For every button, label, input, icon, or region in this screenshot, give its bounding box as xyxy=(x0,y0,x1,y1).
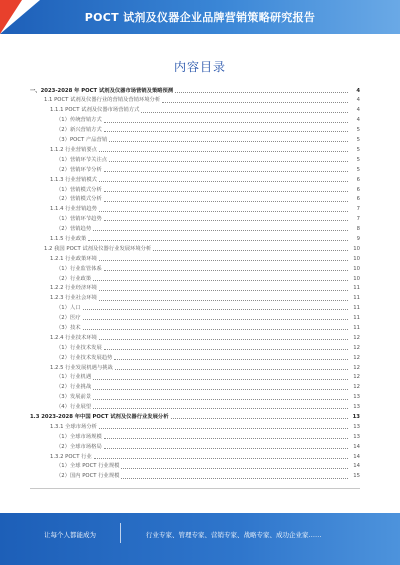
toc-entry-text: 1.3 2023-2028 年中国 POCT 试剂及仪器行业发展分析 xyxy=(30,413,169,420)
toc-heading: 内容目录 xyxy=(173,60,226,74)
toc-leader-dots xyxy=(115,369,348,370)
toc-entry-page: 7 xyxy=(356,216,360,223)
toc-entry[interactable] xyxy=(30,242,360,252)
toc-entry-page: 6 xyxy=(356,176,360,183)
toc-entry-text: （1）行业技术发展 xyxy=(56,344,102,351)
toc-entry[interactable] xyxy=(30,410,360,420)
toc-entry-text: （2）行业技术发展趋势 xyxy=(56,354,113,361)
toc-leader-dots xyxy=(114,359,348,360)
toc-entry-page: 13 xyxy=(352,413,360,420)
toc-entry-page: 13 xyxy=(353,394,360,401)
toc-leader-dots xyxy=(109,161,348,162)
toc-leader-dots xyxy=(93,280,348,281)
toc-leader-dots xyxy=(121,468,348,469)
report-footer-banner xyxy=(0,513,400,565)
toc-entry[interactable] xyxy=(30,321,360,331)
toc-entry-page: 10 xyxy=(353,245,360,252)
toc-entry-text: （1）行业机遇 xyxy=(56,374,92,381)
toc-leader-dots xyxy=(93,379,348,380)
toc-entry[interactable] xyxy=(30,143,360,153)
toc-entry-text: （2）国内 POCT 行业规模 xyxy=(56,473,120,480)
toc-entry[interactable] xyxy=(30,104,360,114)
toc-leader-dots xyxy=(99,181,348,182)
toc-entry-page: 14 xyxy=(353,463,360,470)
toc-entry-text: （1）营销环节关注点 xyxy=(56,156,108,163)
toc-entry-text: （3）发展前景 xyxy=(56,394,92,401)
toc-leader-dots xyxy=(141,112,348,113)
toc-entry-page: 6 xyxy=(356,186,360,193)
toc-entry-text: 1.1.2 行业营销要点 xyxy=(50,146,97,153)
toc-entry-page: 4 xyxy=(356,117,360,124)
toc-entry[interactable] xyxy=(30,302,360,312)
toc-entry-text: 1.3.2 POCT 行业 xyxy=(50,453,92,460)
toc-entry[interactable] xyxy=(30,440,360,450)
toc-entry-text: （2）营销环节分析 xyxy=(56,166,102,173)
toc-entry-page: 5 xyxy=(356,146,360,153)
toc-entry[interactable] xyxy=(30,124,360,134)
toc-entry-text: 1.1.1 POCT 试剂及仪器市场营销方式 xyxy=(50,107,140,114)
toc-entry-text: 1.1.3 行业营销模式 xyxy=(50,176,97,183)
toc-leader-dots xyxy=(104,448,348,449)
toc-entry-text: （2）行业政策 xyxy=(56,275,92,282)
toc-entry-page: 15 xyxy=(353,473,360,480)
toc-entry-text: （1）行业监管体系 xyxy=(56,265,102,272)
toc-leader-dots xyxy=(121,478,348,479)
toc-entry-page: 12 xyxy=(353,344,360,351)
toc-entry[interactable] xyxy=(30,331,360,341)
toc-entry[interactable] xyxy=(30,420,360,430)
toc-entry-page: 12 xyxy=(353,354,360,361)
toc-entry-page: 14 xyxy=(353,443,360,450)
toc-entry[interactable] xyxy=(30,262,360,272)
toc-leader-dots xyxy=(104,191,348,192)
toc-entry-text: （4）行业展望 xyxy=(56,404,92,411)
toc-leader-dots xyxy=(93,408,348,409)
toc-entry-page: 11 xyxy=(353,305,360,312)
toc-entry[interactable] xyxy=(30,193,360,203)
toc-entry[interactable] xyxy=(30,470,360,480)
footer-slogan: 让每个人都能成为 xyxy=(44,531,96,539)
toc-entry-page: 7 xyxy=(356,206,360,213)
toc-leader-dots xyxy=(162,102,348,103)
toc-entry[interactable] xyxy=(30,213,360,223)
toc-entry[interactable] xyxy=(30,173,360,183)
toc-entry[interactable] xyxy=(30,222,360,232)
toc-entry-page: 8 xyxy=(356,226,360,233)
toc-entry[interactable] xyxy=(30,450,360,460)
toc-entry-page: 11 xyxy=(353,324,360,331)
toc-leader-dots xyxy=(94,458,348,459)
toc-leader-dots xyxy=(83,329,348,330)
toc-entry-page: 14 xyxy=(353,453,360,460)
toc-entry-text: 1.2.3 行业社会环境 xyxy=(50,295,97,302)
toc-entry-text: （2）新兴营销方式 xyxy=(56,127,102,134)
toc-entry-page: 11 xyxy=(353,315,360,322)
toc-leader-dots xyxy=(104,201,348,202)
toc-entry-text: 一、2023-2028 年 POCT 试剂及仪器市场营销及策略预测 xyxy=(30,87,174,94)
toc-entry-text: 1.2.4 行业技术环境 xyxy=(50,334,97,341)
toc-entry[interactable] xyxy=(30,84,360,94)
toc-entry-text: （1）传统营销方式 xyxy=(56,117,102,124)
toc-entry[interactable] xyxy=(30,252,360,262)
toc-entry-page: 13 xyxy=(353,404,360,411)
toc-entry[interactable] xyxy=(30,391,360,401)
toc-entry-page: 10 xyxy=(353,275,360,282)
toc-entry[interactable] xyxy=(30,133,360,143)
toc-entry[interactable] xyxy=(30,282,360,292)
toc-entry-page: 5 xyxy=(356,127,360,134)
toc-entry-page: 12 xyxy=(353,384,360,391)
toc-entry-page: 9 xyxy=(356,235,360,242)
report-title: POCT 试剂及仪器企业品牌营销策略研究报告 xyxy=(84,11,316,24)
toc-entry[interactable] xyxy=(30,351,360,361)
toc-entry-text: （2）营销趋势 xyxy=(56,226,92,233)
toc-entry-page: 6 xyxy=(356,196,360,203)
footer-expert-line: 行业专家、管理专家、营销专家、战略专家、成功企业家…… xyxy=(146,531,322,539)
toc-entry-text: （1）营销环节趋势 xyxy=(56,216,102,223)
footer-separator xyxy=(120,523,121,543)
toc-leader-dots xyxy=(104,220,348,221)
toc-entry[interactable] xyxy=(30,381,360,391)
toc-entry-page: 5 xyxy=(356,166,360,173)
toc-entry-page: 12 xyxy=(353,374,360,381)
toc-entry-text: （1）人口 xyxy=(56,305,81,312)
toc-entry[interactable] xyxy=(30,341,360,351)
toc-entry-page: 11 xyxy=(353,295,360,302)
toc-entry-page: 4 xyxy=(356,97,360,104)
toc-leader-dots xyxy=(104,122,348,123)
toc-entry-page: 13 xyxy=(353,433,360,440)
toc-entry-text: 1.2.1 行业政策环境 xyxy=(50,255,97,262)
toc-leader-dots xyxy=(104,270,348,271)
toc-entry-text: （1）全球市场规模 xyxy=(56,433,102,440)
toc-leader-dots xyxy=(104,131,348,132)
table-of-contents xyxy=(30,84,360,480)
toc-entry-text: 1.3.1 全球市场分析 xyxy=(50,423,97,430)
toc-leader-dots xyxy=(93,230,348,231)
toc-leader-dots xyxy=(99,151,348,152)
toc-entry[interactable] xyxy=(30,401,360,411)
toc-entry[interactable] xyxy=(30,361,360,371)
toc-leader-dots xyxy=(99,290,348,291)
toc-leader-dots xyxy=(83,319,348,320)
toc-leader-dots xyxy=(88,240,348,241)
toc-entry-text: 1.1 POCT 试剂及仪器行业的营销及营销环境分析 xyxy=(44,97,161,104)
toc-leader-dots xyxy=(109,141,348,142)
toc-entry-text: （2）全球市场格局 xyxy=(56,443,102,450)
toc-entry-text: 1.2 我国 POCT 试剂及仪器行业发展环境分析 xyxy=(44,245,152,252)
toc-leader-dots xyxy=(99,211,348,212)
toc-leader-dots xyxy=(99,300,348,301)
toc-leader-dots xyxy=(83,309,348,310)
toc-entry[interactable] xyxy=(30,430,360,440)
toc-leader-dots xyxy=(99,339,348,340)
toc-entry[interactable] xyxy=(30,371,360,381)
toc-entry-page: 12 xyxy=(353,364,360,371)
toc-entry-text: （1）营销模式分析 xyxy=(56,186,102,193)
toc-entry-text: （2）医疗 xyxy=(56,315,81,322)
toc-entry-page: 12 xyxy=(353,334,360,341)
toc-entry[interactable] xyxy=(30,460,360,470)
toc-entry[interactable] xyxy=(30,153,360,163)
toc-entry[interactable] xyxy=(30,163,360,173)
toc-entry-page: 10 xyxy=(353,255,360,262)
toc-leader-dots xyxy=(175,92,348,93)
toc-entry[interactable] xyxy=(30,114,360,124)
toc-entry-page: 13 xyxy=(353,423,360,430)
report-header-banner xyxy=(0,0,400,34)
toc-entry[interactable] xyxy=(30,203,360,213)
toc-leader-dots xyxy=(171,418,349,419)
toc-entry-text: 1.2.5 行业发展机遇与挑战 xyxy=(50,364,113,371)
toc-leader-dots xyxy=(99,260,348,261)
toc-entry-text: 1.1.4 行业营销趋势 xyxy=(50,206,97,213)
toc-entry-text: （3）POCT 产品营销 xyxy=(56,137,108,144)
toc-entry-page: 4 xyxy=(356,107,360,114)
toc-leader-dots xyxy=(99,428,348,429)
toc-leader-dots xyxy=(104,349,348,350)
toc-entry[interactable] xyxy=(30,292,360,302)
toc-entry[interactable] xyxy=(30,94,360,104)
toc-leader-dots xyxy=(93,389,348,390)
toc-entry-text: 1.1.5 行业政策 xyxy=(50,235,87,242)
toc-entry[interactable] xyxy=(30,311,360,321)
toc-entry-page: 5 xyxy=(356,137,360,144)
toc-leader-dots xyxy=(104,171,348,172)
toc-entry-text: （2）行业挑战 xyxy=(56,384,92,391)
toc-entry[interactable] xyxy=(30,272,360,282)
toc-entry-text: 1.2.2 行业经济环境 xyxy=(50,285,97,292)
toc-entry-page: 4 xyxy=(356,87,360,94)
toc-entry-text: （2）营销模式分析 xyxy=(56,196,102,203)
toc-entry[interactable] xyxy=(30,183,360,193)
toc-entry-page: 10 xyxy=(353,265,360,272)
toc-leader-dots xyxy=(153,250,348,251)
toc-entry-page: 11 xyxy=(353,285,360,292)
toc-entry-text: （1）全球 POCT 行业规模 xyxy=(56,463,120,470)
page-divider xyxy=(30,488,360,489)
toc-entry-page: 5 xyxy=(356,156,360,163)
toc-leader-dots xyxy=(93,399,348,400)
toc-entry-text: （3）技术 xyxy=(56,324,81,331)
toc-leader-dots xyxy=(104,438,348,439)
toc-entry[interactable] xyxy=(30,232,360,242)
